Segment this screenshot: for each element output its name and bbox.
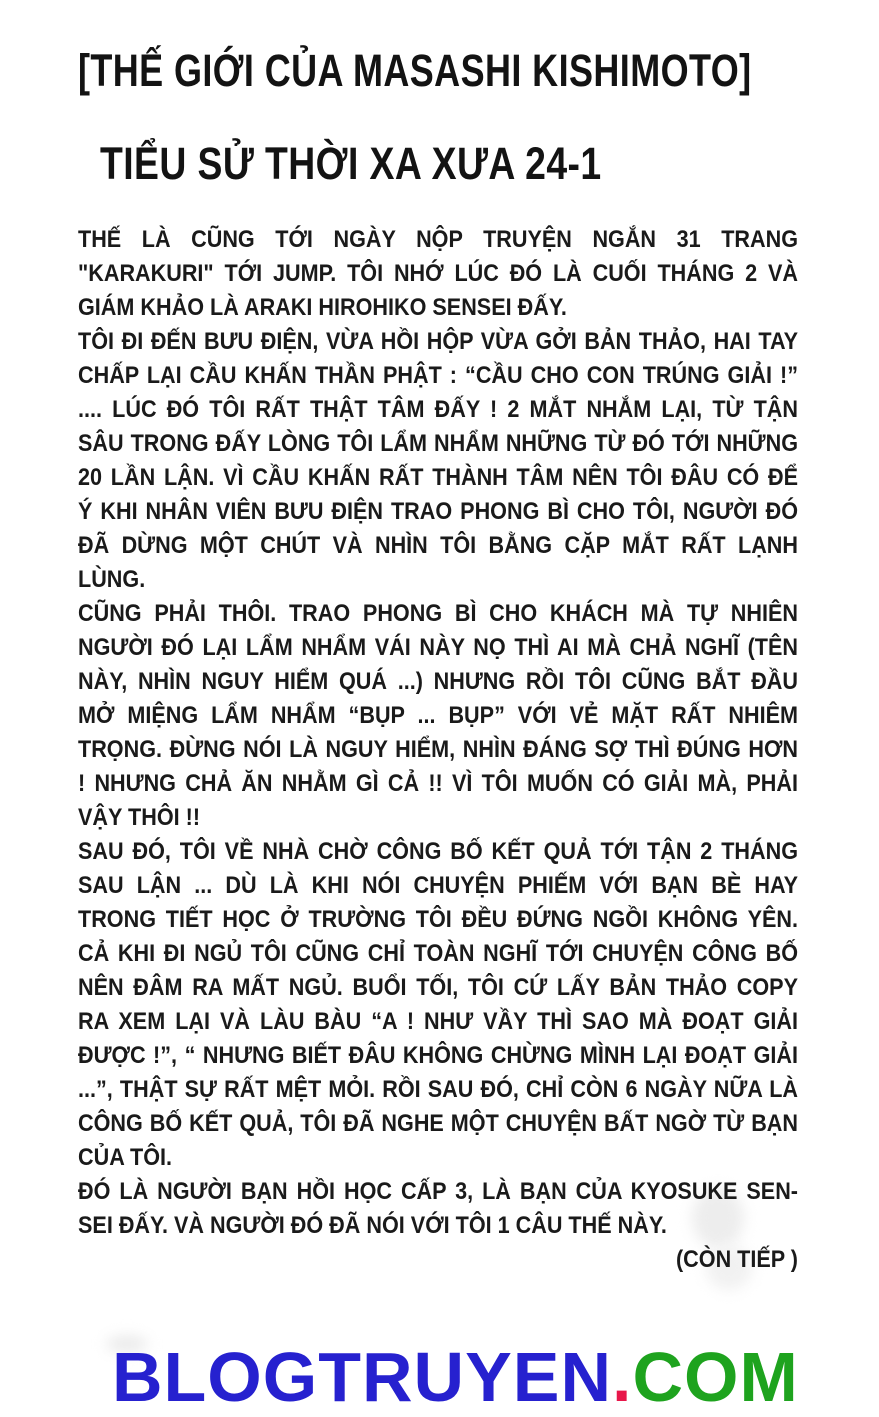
- text-line: NÀY, NHÌN NGUY HIỂM QUÁ ...) NHƯNG RỒI TÔI CŨNG BẮT ĐẦU: [78, 668, 798, 695]
- page-title: [THẾ GIỚI CỦA MASASHI KISHIMOTO]: [78, 45, 752, 96]
- continued-note: (CÒN TIẾP ): [675, 1246, 798, 1273]
- text-line: "KARAKURI" TỚI JUMP. TÔI NHỚ LÚC ĐÓ LÀ CUỐI THÁNG 2 VÀ: [78, 260, 798, 287]
- text-line: SÂU TRONG ĐẤY LÒNG TÔI LẨM NHẨM NHỮNG TỪ ĐÓ TỚI NHỮNG: [78, 430, 798, 457]
- text-line: NÊN ĐÂM RA MẤT NGỦ. BUỔI TỐI, TÔI CỨ LẤY BẢN THẢO COPY: [78, 974, 798, 1001]
- text-line: .... LÚC ĐÓ TÔI RẤT THẬT TÂM ĐẤY ! 2 MẮT NHẮM LẠI, TỪ TẬN: [78, 396, 798, 423]
- text-line: ...”, THẬT SỰ RẤT MỆT MỎI. RỒI SAU ĐÓ, CHỈ CÒN 6 NGÀY NỮA LÀ: [78, 1076, 798, 1103]
- text-line: TRỌNG. ĐỪNG NÓI LÀ NGUY HIỂM, NHÌN ĐÁNG SỢ THÌ ĐÚNG HƠN: [78, 736, 798, 763]
- text-line: CỦA TÔI.: [78, 1144, 172, 1171]
- text-line: SAU ĐÓ, TÔI VỀ NHÀ CHỜ CÔNG BỐ KẾT QUẢ TỚI TẬN 2 THÁNG: [78, 838, 798, 865]
- text-line: TRONG TIẾT HỌC Ở TRƯỜNG TÔI ĐỀU ĐỨNG NGỒI KHÔNG YÊN.: [78, 906, 798, 933]
- text-line: ĐÓ LÀ NGƯỜI BẠN HỒI HỌC CẤP 3, LÀ BẠN CỦA KYOSUKE SEN-: [78, 1178, 798, 1205]
- site-logo-name: BLOGTRUYEN: [112, 1338, 612, 1416]
- text-line: CÔNG BỐ KẾT QUẢ, TÔI ĐÃ NGHE MỘT CHUYỆN BẤT NGỜ TỪ BẠN: [78, 1110, 798, 1137]
- text-line: GIÁM KHẢO LÀ ARAKI HIROHIKO SENSEI ĐẤY.: [78, 294, 567, 321]
- text-line: TÔI ĐI ĐẾN BƯU ĐIỆN, VỪA HỒI HỘP VỪA GỞI BẢN THẢO, HAI TAY: [78, 328, 798, 355]
- site-logo: [112, 1338, 799, 1416]
- text-line: SEI ĐẤY. VÀ NGƯỜI ĐÓ ĐÃ NÓI VỚI TÔI 1 CÂU THẾ NÀY.: [78, 1212, 667, 1239]
- text-line: LÙNG.: [78, 566, 146, 593]
- text-line: SAU LẬN ... DÙ LÀ KHI NÓI CHUYỆN PHIẾM VỚI BẠN BÈ HAY: [78, 872, 798, 899]
- text-line: CŨNG PHẢI THÔI. TRAO PHONG BÌ CHO KHÁCH MÀ TỰ NHIÊN: [78, 600, 798, 627]
- site-logo-dot: .: [612, 1338, 633, 1416]
- body-text: [78, 223, 798, 1277]
- text-line: NGƯỜI ĐÓ LẠI LẨM NHẨM VÁI NÀY NỌ THÌ AI MÀ CHẢ NGHĨ (TÊN: [78, 634, 798, 661]
- text-line: ! NHƯNG CHẢ ĂN NHẰM GÌ CẢ !! VÌ TÔI MUỐN CÓ GIẢI MÀ, PHẢI: [78, 770, 798, 797]
- text-line: RA XEM LẠI VÀ LÀU BÀU “A ! NHƯ VẦY THÌ SAO MÀ ĐOẠT GIẢI: [78, 1008, 798, 1035]
- text-line: ĐƯỢC !”, “ NHƯNG BIẾT ĐÂU KHÔNG CHỪNG MÌNH LẠI ĐOẠT GIẢI: [78, 1042, 798, 1069]
- text-line: ĐÃ DỪNG MỘT CHÚT VÀ NHÌN TÔI BẰNG CẶP MẮT RẤT LẠNH: [78, 532, 798, 559]
- text-line: CẢ KHI ĐI NGỦ TÔI CŨNG CHỈ TOÀN NGHĨ TỚI CHUYỆN CÔNG BỐ: [78, 940, 798, 967]
- text-line: VẬY THÔI !!: [78, 804, 201, 831]
- text-line: CHẤP LẠI CẦU KHẤN THẦN PHẬT : “CẦU CHO CON TRÚNG GIẢI !”: [78, 362, 798, 389]
- text-line: THẾ LÀ CŨNG TỚI NGÀY NỘP TRUYỆN NGẮN 31 TRANG: [78, 226, 798, 253]
- site-logo-tld: COM: [632, 1338, 799, 1416]
- page-subtitle: TIỂU SỬ THỜI XA XƯA 24-1: [100, 138, 602, 189]
- paragraphs: [78, 223, 798, 1243]
- text-line: 20 LẦN LẬN. VÌ CẦU KHẤN RẤT THÀNH TÂM NÊN TÔI ĐÂU CÓ ĐỂ: [78, 464, 798, 491]
- text-line: Ý KHI NHÂN VIÊN BƯU ĐIỆN TRAO PHONG BÌ CHO TÔI, NGƯỜI ĐÓ: [78, 498, 798, 525]
- text-line: MỞ MIỆNG LẨM NHẨM “BỤP ... BỤP” VỚI VẺ MẶT RẤT NHIÊM: [78, 702, 798, 729]
